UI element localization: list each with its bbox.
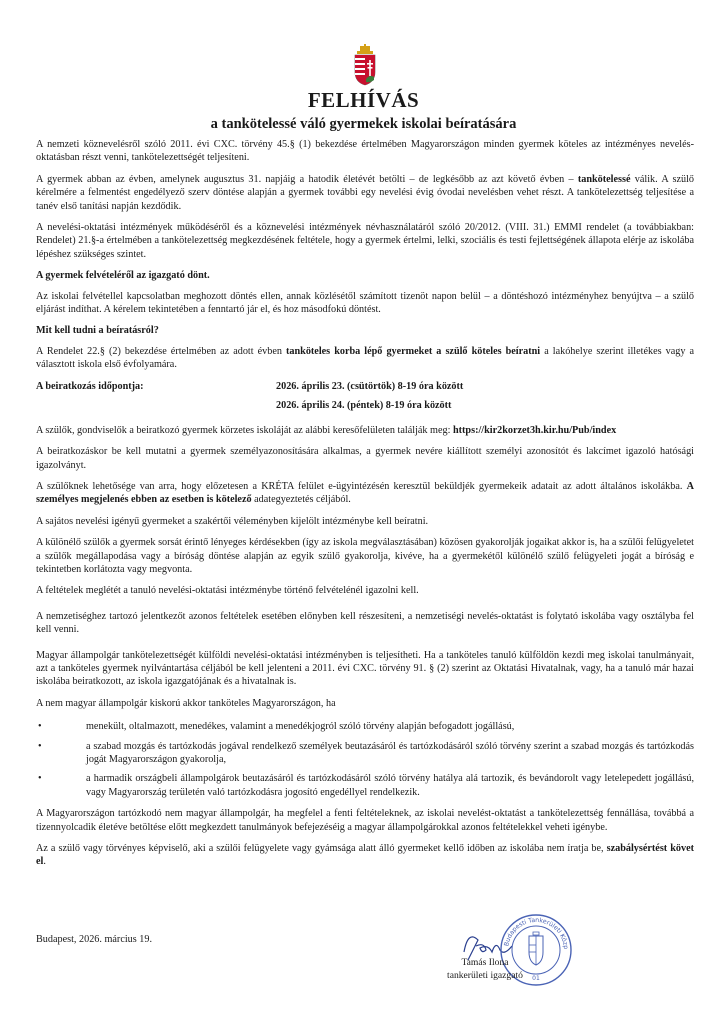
stamp-number: 01 xyxy=(532,975,540,982)
paragraph-nationality: A nemzetiséghez tartozó jelentkezőt azonos feltételek esetében előnyben kell részesíteni, a nemzetiségi nevelés-oktatást is folytató iskolába vagy osztályba fel kell venni. xyxy=(36,610,694,636)
bullet-icon: • xyxy=(38,773,42,785)
paragraph-offence: Az a szülő vagy törvényes képviselő, aki a szülői felügyelete vagy gyámsága alatt álló gyermeket kellő időben az iskolába nem íratja be, szabálysértést követ el. xyxy=(36,843,695,868)
signer-name: Tamás Ilona xyxy=(461,957,509,968)
paragraph-foreign-minors: A nem magyar állampolgár kiskorú akkor tanköteles Magyarországon, ha xyxy=(36,697,336,709)
dates-label: A beiratkozás időpontja: xyxy=(36,380,144,392)
document-title: FELHÍVÁS xyxy=(307,88,420,112)
list-item: • menekült, oltalmazott, menedékes, valamint a menedékjogról szóló törvény alapján befogadott jogállású, xyxy=(38,721,515,733)
document-subtitle: a tankötelessé váló gyermekek iskolai beíratására xyxy=(210,116,517,132)
paragraph-school-age: A gyermek abban az évben, amelynek augusztus 31. napjáig a hatodik életévét betölti – de legkésőbb az azt követő évben – tankötelessé válik. A szülő kérelmére a felmentést engedélyező szerv döntése alapján a gyermek további egy nevelési évig óvodai nevelésben vehet részt. A tankötelezettség teljesítése a tanév első tanítási napján kezdődik. xyxy=(36,173,694,212)
foreign-minor-conditions-list xyxy=(36,720,694,799)
paragraph-special-needs: A sajátos nevelési igényű gyermeket a szakértői véleményben kijelölt intézménybe kell beíratni. xyxy=(36,515,429,527)
paragraph-conditions: A feltételek meglétét a tanuló nevelési-oktatási intézménybe történő felvételénél igazolni kell. xyxy=(36,585,419,597)
paragraph-documents: A beiratkozáskor be kell mutatni a gyermek személyazonosítására alkalmas, a gyermek nevére kiállított személyi azonosítót és lakcímet igazoló hatósági igazolványt. xyxy=(36,446,694,471)
bullet-icon: • xyxy=(38,721,42,733)
list-item: • a harmadik országbeli állampolgárok beutazásáról és tartózkodásáról szóló törvény hatálya alá tartozik, és bevándorolt vagy letelepedett jogállású, vagy Magyarország területén való tartózkodásra jogosító engedéllyel rendelkezik. xyxy=(38,773,694,798)
enrollment-dates xyxy=(36,380,694,418)
paragraph-search-portal: A szülők, gondviselők a beiratkozó gyermek körzetes iskoláját az alábbi keresőfelületen találják meg: https://kir2korzet3h.kir.hu/Pub/index xyxy=(36,424,617,436)
paragraph-legal-basis: A nemzeti köznevelésről szóló 2011. évi CXC. törvény 45.§ (1) bekezdése értelmében Magyarországon minden gyermek köteles az intézményes nevelés-oktatásban részt venni, tankötelezettségét teljesíteni. xyxy=(36,139,694,164)
paragraph-kreta: A szülőknek lehetősége van arra, hogy előzetesen a KRÉTA felület e-ügyintézésén keresztül beküldjék gyermekeik adatait az adott általános iskolákba. A személyes megjelenés ebben az esetben is kötelező adategyeztetés céljából. xyxy=(36,480,694,506)
paragraph-abroad: Magyar állampolgár tankötelezettségét külföldi nevelési-oktatási intézményben is teljesítheti. Ha a tanköteles tanuló külföldön kezdi meg iskolai tanulmányait, azt a tanköteles gyermek nyilvántartása céljából be kell jelenteni a 2011. évi CXC. törvény 91. § (2) szerint az Oktatási Hivatalnak, vagy, ha a tanuló már hazai iskolába beiratkozott, az iskola igazgatójának és a hivatalnak is. xyxy=(36,649,694,688)
search-portal-link[interactable]: https://kir2korzet3h.kir.hu/Pub/index xyxy=(452,424,617,436)
signer-title: tankerületi igazgató xyxy=(447,969,523,981)
paragraph-foreign-conditions: A Magyarországon tartózkodó nem magyar állampolgár, ha megfelel a fenti feltételeknek, az iskolai nevelést-oktatást a tankötelezettség fennállása, továbbá a tizennyolcadik életéve betöltése előtt megkezdett tanulmányok befejezéséig a magyar állampolgárokkal azonos feltételekkel veheti igénybe. xyxy=(36,808,694,833)
paragraph-separated-parents: A különélő szülők a gyermek sorsát érintő lényeges kérdésekben (így az iskola megválasztásában) közösen gyakorolják jogaikat akkor is, ha a szülői felügyeletet a szülők megállapodása vagy a bíróság döntése alapján az egyik szülő gyakorolja, kivéve, ha a gyermekétől különélő szülő felügyeleti jogát a bíróság e tekintetben korlátozta vagy megvonta. xyxy=(36,537,694,575)
heading-admission: A gyermek felvételéről az igazgató dönt. xyxy=(36,270,210,282)
place-date: Budapest, 2026. március 19. xyxy=(36,934,153,945)
document-body xyxy=(36,138,694,877)
paragraph-decree: A nevelési-oktatási intézmények működéséről és a köznevelési intézmények névhasználatáról szóló 20/2012. (VIII. 31.) EMMI rendelet (a továbbiakban: Rendelet) 21.§-a értelmében a tankötelezettség megkezdésének feltétele, hogy a gyermek értelmi, lelki, szociális és testi fejlettségének állapota elérje az iskolába lépéshez szükséges szintet. xyxy=(36,222,694,260)
bullet-icon: • xyxy=(38,740,42,752)
heading-enrollment: Mit kell tudni a beíratásról? xyxy=(36,325,159,337)
list-item: • a szabad mozgás és tartózkodás jogával rendelkező személyek beutazásáról és tartózkodásáról szóló törvény szerint a szabad mozgás és tartózkodás jogát Magyarországon gyakorolja, xyxy=(38,740,694,765)
hungarian-coat-of-arms-icon xyxy=(352,44,378,86)
paragraph-appeal: Az iskolai felvétellel kapcsolatban meghozott döntés ellen, annak közlésétől számított tizenöt napon belül – a döntéshozó intézményhez benyújtva – a szülő eljárást indíthat. A kérelem tekintetében a fenntartó jár el, és hoz másodfokú döntést. xyxy=(36,290,694,316)
signer-block xyxy=(430,957,540,982)
date-first: 2026. április 23. (csütörtök) 8-19 óra között xyxy=(276,380,464,392)
stamp-text: Budapesti Tankerületi Közp xyxy=(503,916,570,950)
paragraph-obligation: A Rendelet 22.§ (2) bekezdése értelmében az adott évben tanköteles korba lépő gyermeket a szülő köteles beíratni a lakóhelye szerint illetékes vagy a választott iskola első évfolyamára. xyxy=(36,345,694,371)
date-second: 2026. április 24. (péntek) 8-19 óra között xyxy=(276,399,452,411)
